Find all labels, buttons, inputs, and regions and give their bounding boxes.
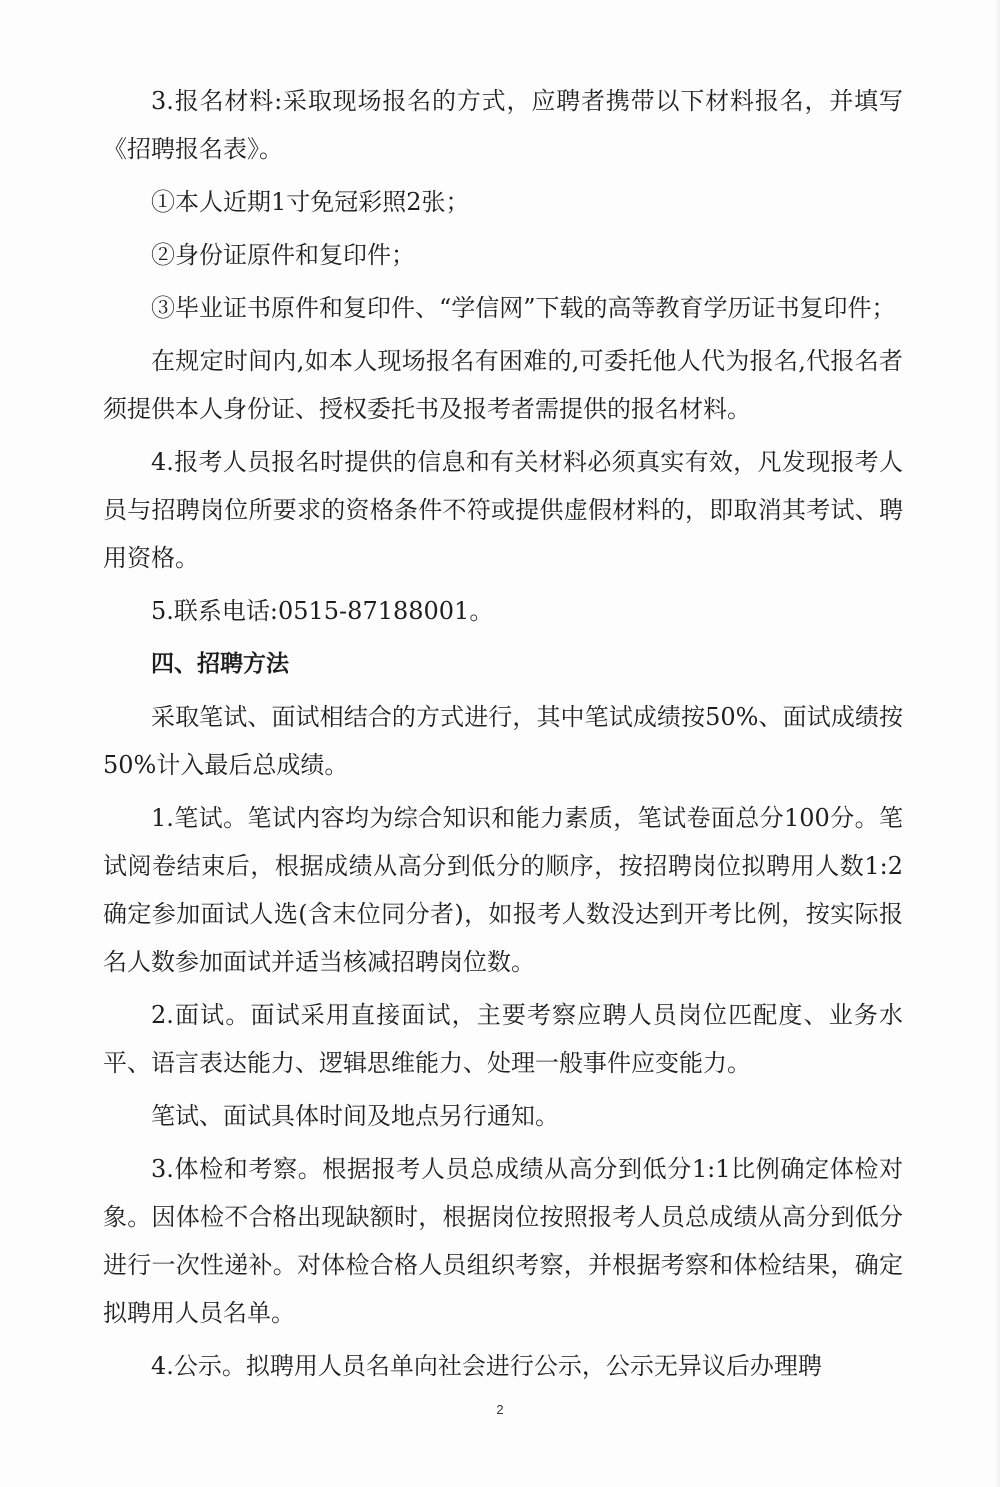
paragraph-registration-materials: 3.报名材料:采取现场报名的方式，应聘者携带以下材料报名，并填写《招聘报名表》。	[103, 87, 903, 163]
paragraph-item-photo: ①本人近期1寸免冠彩照2张；	[151, 188, 470, 216]
paragraph-public-notice: 4.公示。拟聘用人员名单向社会进行公示，公示无异议后办理聘	[151, 1352, 822, 1380]
paragraph-interview: 2.面试。面试采用直接面试，主要考察应聘人员岗位匹配度、业务水平、语言表达能力、逻辑思维能力、处理一般事件应变能力。	[103, 1001, 903, 1077]
page-number: 2	[496, 1402, 504, 1417]
document-body	[103, 77, 903, 1395]
scan-edge-shadow	[994, 0, 1000, 1487]
paragraph-written-test: 1.笔试。笔试内容均为综合知识和能力素质，笔试卷面总分100分。笔试阅卷结束后，根据成绩从高分到低分的顺序，按招聘岗位拟聘用人数1:2确定参加面试人选(含末位同分者)，如报考人数没达到开考比例，按实际报名人数参加面试并适当核减招聘岗位数。	[103, 804, 903, 976]
paragraph-notice-time-location: 笔试、面试具体时间及地点另行通知。	[151, 1102, 559, 1130]
section-heading-recruitment-method: 四、招聘方法	[151, 651, 289, 677]
paragraph-contact-phone: 5.联系电话:0515-87188001。	[151, 597, 494, 625]
paragraph-score-weighting: 采取笔试、面试相结合的方式进行，其中笔试成绩按50%、面试成绩按50%计入最后总成绩。	[103, 703, 903, 779]
paragraph-item-id-card: ②身份证原件和复印件；	[151, 241, 415, 269]
paragraph-proxy-registration: 在规定时间内,如本人现场报名有困难的,可委托他人代为报名,代报名者须提供本人身份证、授权委托书及报考者需提供的报名材料。	[103, 347, 903, 423]
paragraph-truthfulness: 4.报考人员报名时提供的信息和有关材料必须真实有效，凡发现报考人员与招聘岗位所要求的资格条件不符或提供虚假材料的，即取消其考试、聘用资格。	[103, 448, 903, 572]
paragraph-item-diploma: ③毕业证书原件和复印件、“学信网”下载的高等教育学历证书复印件；	[151, 294, 896, 322]
paragraph-medical-exam: 3.体检和考察。根据报考人员总成绩从高分到低分1:1比例确定体检对象。因体检不合格出现缺额时，根据岗位按照报考人员总成绩从高分到低分进行一次性递补。对体检合格人员组织考察，并根据考察和体检结果，确定拟聘用人员名单。	[103, 1155, 903, 1327]
